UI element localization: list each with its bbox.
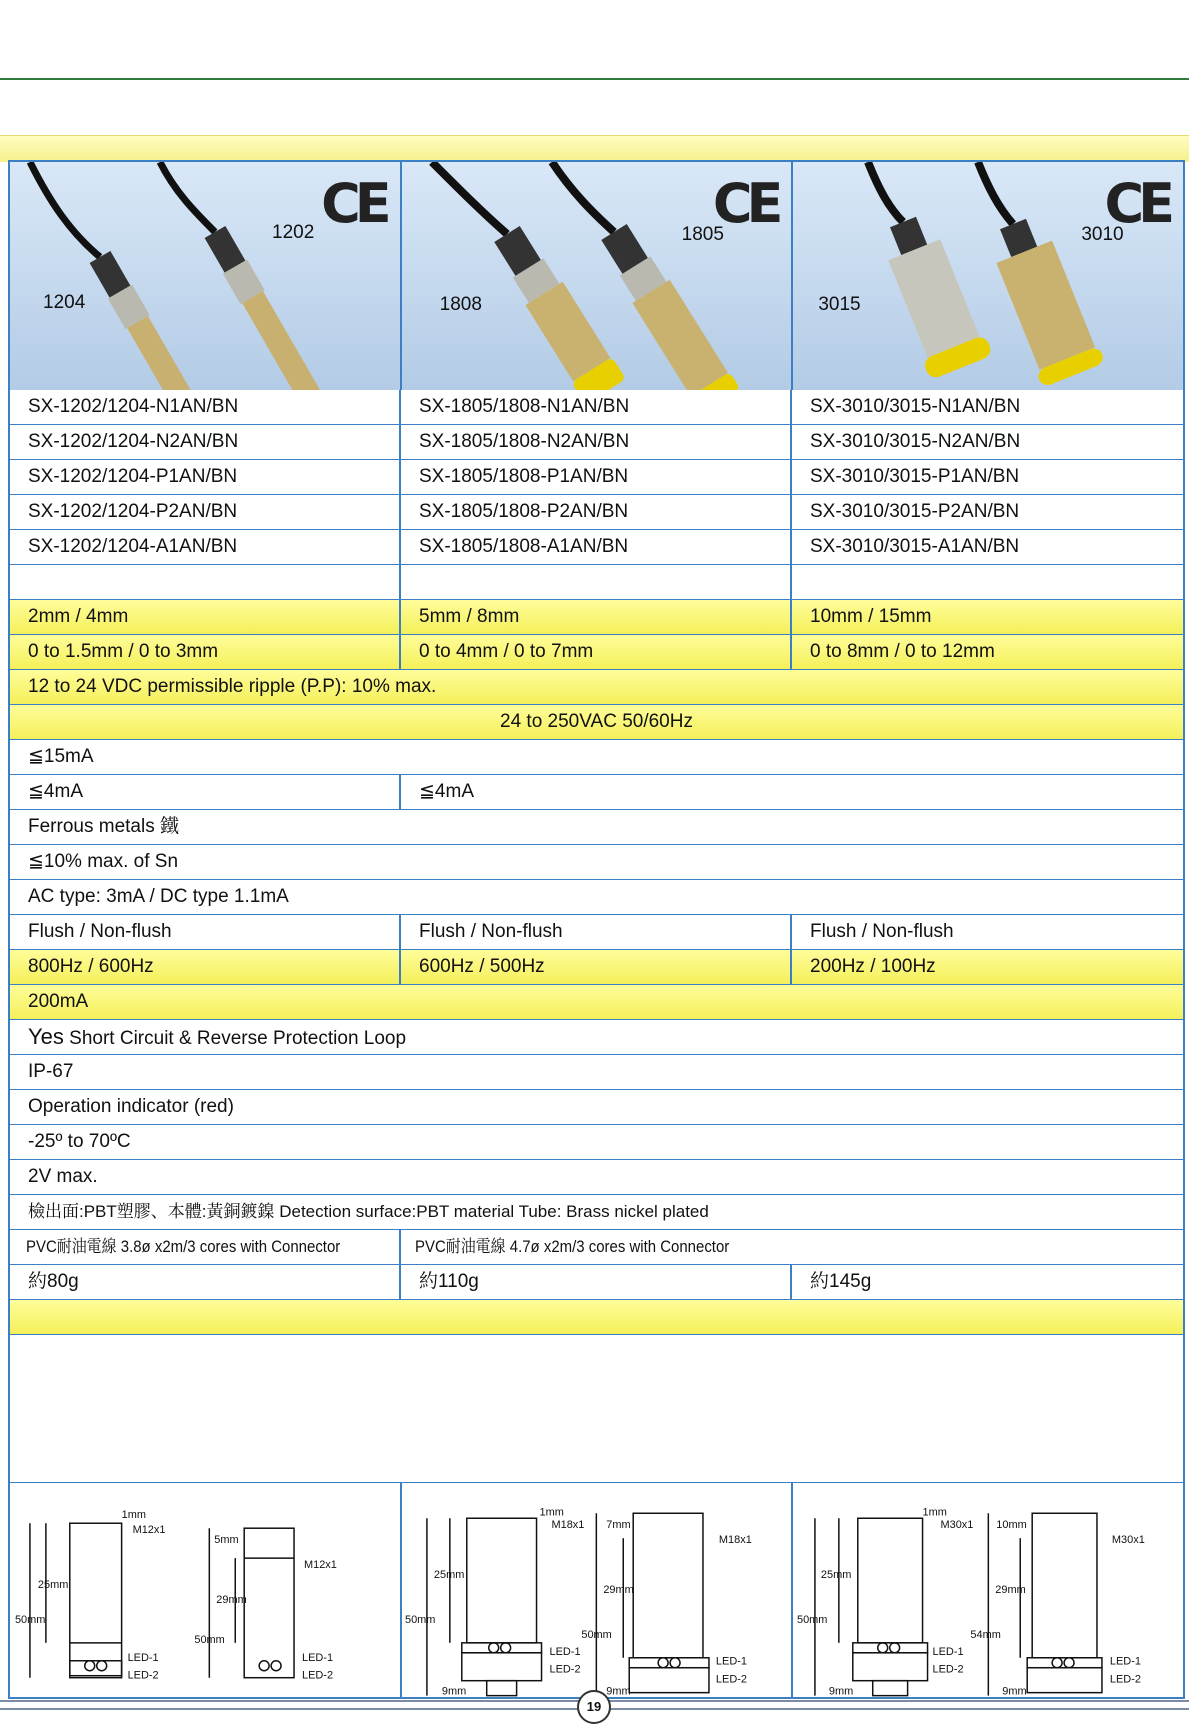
model-row <box>10 390 1183 425</box>
led1-label: LED-1 <box>302 1651 334 1664</box>
model-cell: SX-1805/1808-P1AN/BN <box>401 460 792 494</box>
top-rule <box>0 78 1189 80</box>
leakage-current-cell: ≦4mA <box>10 775 401 809</box>
model-cell: SX-1202/1204-N2AN/BN <box>10 425 401 459</box>
led2-label: LED-2 <box>549 1663 581 1676</box>
dc-voltage-row <box>10 670 1183 705</box>
dimension-drawing-12mm <box>10 1483 400 1698</box>
protection-cell <box>10 1020 1183 1054</box>
variation-cell: ≦10% max. of Sn <box>28 851 179 872</box>
load-current-cell: 200mA <box>28 991 89 1012</box>
ce-mark: CE <box>321 172 386 235</box>
dim-label: 1mm <box>121 1509 146 1522</box>
leakage-current-row <box>10 775 1183 810</box>
leakage-current-cell: ≦4mA <box>419 781 474 802</box>
dim-label: 1mm <box>539 1506 564 1519</box>
dim-label: 29mm <box>602 1583 634 1596</box>
frequency-cell: 600Hz / 500Hz <box>401 950 792 984</box>
model-cell: SX-1202/1204-N1AN/BN <box>10 390 401 424</box>
temperature-cell: -25º to 70ºC <box>28 1131 131 1152</box>
mounting-cell: Flush / Non-flush <box>401 915 792 949</box>
voltage-drop-cell: 2V max. <box>28 1166 98 1187</box>
led2-label: LED-2 <box>127 1669 159 1682</box>
model-cell: SX-1805/1808-P2AN/BN <box>401 495 792 529</box>
setting-distance-cell: 0 to 4mm / 0 to 7mm <box>401 635 792 669</box>
dim-label: 50mm <box>581 1628 612 1641</box>
thread-label: M12x1 <box>303 1559 337 1572</box>
drawing-panel-12mm <box>10 1483 402 1698</box>
voltage-drop-row <box>10 1160 1183 1195</box>
model-cell: SX-3010/3015-P1AN/BN <box>810 466 1020 487</box>
dim-label: 50mm <box>404 1613 436 1626</box>
led1-label: LED-1 <box>715 1655 747 1668</box>
dim-label: 25mm <box>821 1569 852 1582</box>
dimension-drawing-30mm <box>793 1483 1183 1698</box>
ip-cell: IP-67 <box>28 1061 74 1082</box>
model-cell: SX-1202/1204-A1AN/BN <box>10 530 401 564</box>
frequency-cell: 800Hz / 600Hz <box>10 950 401 984</box>
mounting-cell: Flush / Non-flush <box>810 921 954 942</box>
indicator-cell: Operation indicator (red) <box>28 1096 234 1117</box>
empty-cell <box>401 565 792 599</box>
protection-text: Short Circuit & Reverse Protection Loop <box>69 1028 407 1049</box>
dim-label: 54mm <box>970 1628 1002 1641</box>
drawing-panel-30mm <box>793 1483 1183 1698</box>
page-number: 19 <box>577 1690 611 1724</box>
sensing-distance-cell: 10mm / 15mm <box>810 606 932 627</box>
thread-label: M30x1 <box>940 1519 974 1532</box>
model-cell: SX-3010/3015-P2AN/BN <box>810 501 1020 522</box>
weight-row <box>10 1265 1183 1300</box>
model-cell: SX-1202/1204-P1AN/BN <box>10 460 401 494</box>
model-code-label: 3010 <box>1081 224 1124 245</box>
model-cell: SX-3010/3015-N1AN/BN <box>810 396 1021 417</box>
led2-label: LED-2 <box>302 1669 334 1682</box>
material-cell: 檢出面:PBT塑膠、本體:黃銅鍍鎳 Detection surface:PBT material Tube: Brass nickel plated <box>28 1202 709 1221</box>
model-cell: SX-1805/1808-A1AN/BN <box>401 530 792 564</box>
dim-label: 29mm <box>216 1593 247 1606</box>
model-cell: SX-3010/3015-N2AN/BN <box>810 431 1021 452</box>
current-consumption-cell: ≦15mA <box>28 746 94 767</box>
model-code-label: 3015 <box>818 294 861 315</box>
dim-label: 9mm <box>605 1685 631 1698</box>
cable-text: PVC耐油電線 3.8ø x2m/3 cores with Connector <box>26 1237 341 1256</box>
target-row <box>10 810 1183 845</box>
model-cell: SX-3010/3015-A1AN/BN <box>810 536 1020 557</box>
led1-label: LED-1 <box>549 1645 581 1658</box>
dim-label: 9mm <box>829 1685 854 1698</box>
dim-label: 50mm <box>194 1633 225 1646</box>
model-code-label: 1805 <box>681 224 724 245</box>
sensing-distance-row <box>10 600 1183 635</box>
frequency-row <box>10 950 1183 985</box>
ce-mark: CE <box>712 172 778 235</box>
empty-cell <box>792 565 1183 599</box>
model-row <box>10 530 1183 565</box>
model-cell: SX-1202/1204-P2AN/BN <box>10 495 401 529</box>
dim-label: 25mm <box>37 1579 69 1592</box>
cable-cell <box>10 1230 401 1264</box>
blank-highlight-row <box>10 1300 1183 1335</box>
material-row <box>10 1195 1183 1230</box>
spec-sheet <box>8 160 1185 1699</box>
weight-cell: 約110g <box>401 1265 792 1299</box>
ce-mark: CE <box>1104 172 1170 235</box>
dim-label: 50mm <box>797 1613 828 1626</box>
header-band <box>0 135 1189 162</box>
led1-label: LED-1 <box>1110 1655 1142 1668</box>
sensing-distance-cell: 2mm / 4mm <box>10 600 401 634</box>
target-cell: Ferrous metals 鐵 <box>28 816 179 837</box>
model-row <box>10 460 1183 495</box>
cable-text: PVC耐油電線 4.7ø x2m/3 cores with Connector <box>415 1237 730 1256</box>
dc-voltage-cell: 12 to 24 VDC permissible ripple (P.P): 10% max. <box>28 676 437 697</box>
thread-label: M30x1 <box>1112 1534 1146 1547</box>
setting-distance-cell: 0 to 8mm / 0 to 12mm <box>810 641 995 662</box>
variation-row <box>10 845 1183 880</box>
thread-label: M12x1 <box>132 1524 166 1537</box>
protection-row <box>10 1020 1183 1055</box>
model-cell: SX-1805/1808-N1AN/BN <box>401 390 792 424</box>
photo-panel-12mm <box>10 162 402 390</box>
protection-yes: Yes <box>28 1024 64 1049</box>
spec-table <box>10 390 1183 1335</box>
model-code-label: 1204 <box>43 292 86 313</box>
led2-label: LED-2 <box>932 1663 964 1676</box>
dim-label: 10mm <box>996 1519 1028 1532</box>
sensing-distance-cell: 5mm / 8mm <box>401 600 792 634</box>
photo-panel-30mm <box>793 162 1183 390</box>
model-code-label: 1808 <box>439 294 482 315</box>
ip-row <box>10 1055 1183 1090</box>
dim-label: 9mm <box>1002 1685 1027 1698</box>
empty-cell <box>10 565 401 599</box>
weight-cell: 約80g <box>10 1265 401 1299</box>
dim-label: 7mm <box>605 1519 631 1532</box>
residual-current-row <box>10 880 1183 915</box>
weight-cell: 約145g <box>810 1271 872 1292</box>
led1-label: LED-1 <box>127 1651 159 1664</box>
dim-label: 9mm <box>441 1685 466 1698</box>
dimension-drawing-18mm <box>402 1483 792 1698</box>
led2-label: LED-2 <box>715 1673 747 1686</box>
model-row <box>10 425 1183 460</box>
cable-cell <box>401 1230 1183 1264</box>
ac-voltage-cell: 24 to 250VAC 50/60Hz <box>500 711 693 732</box>
dim-label: 29mm <box>995 1583 1027 1596</box>
setting-distance-row <box>10 635 1183 670</box>
residual-current-cell: AC type: 3mA / DC type 1.1mA <box>28 886 289 907</box>
empty-row <box>10 565 1183 600</box>
frequency-cell: 200Hz / 100Hz <box>810 956 936 977</box>
current-consumption-row <box>10 740 1183 775</box>
cable-row <box>10 1230 1183 1265</box>
thread-label: M18x1 <box>551 1519 585 1532</box>
mounting-row <box>10 915 1183 950</box>
model-code-label: 1202 <box>272 222 315 243</box>
load-current-row <box>10 985 1183 1020</box>
empty-cell <box>10 1300 1183 1334</box>
dim-label: 1mm <box>922 1506 948 1519</box>
thread-label: M18x1 <box>718 1534 752 1547</box>
led2-label: LED-2 <box>1110 1673 1142 1686</box>
model-cell: SX-1805/1808-N2AN/BN <box>401 425 792 459</box>
dim-label: 25mm <box>433 1569 465 1582</box>
photo-panel-18mm <box>402 162 794 390</box>
led1-label: LED-1 <box>932 1645 964 1658</box>
mounting-cell: Flush / Non-flush <box>10 915 401 949</box>
setting-distance-cell: 0 to 1.5mm / 0 to 3mm <box>10 635 401 669</box>
drawing-panel-18mm <box>402 1483 794 1698</box>
temperature-row <box>10 1125 1183 1160</box>
dim-label: 5mm <box>214 1534 239 1547</box>
dim-label: 50mm <box>14 1613 46 1626</box>
ac-voltage-row <box>10 705 1183 740</box>
product-photos <box>10 162 1183 390</box>
indicator-row <box>10 1090 1183 1125</box>
model-row <box>10 495 1183 530</box>
dimension-drawings <box>10 1482 1183 1698</box>
